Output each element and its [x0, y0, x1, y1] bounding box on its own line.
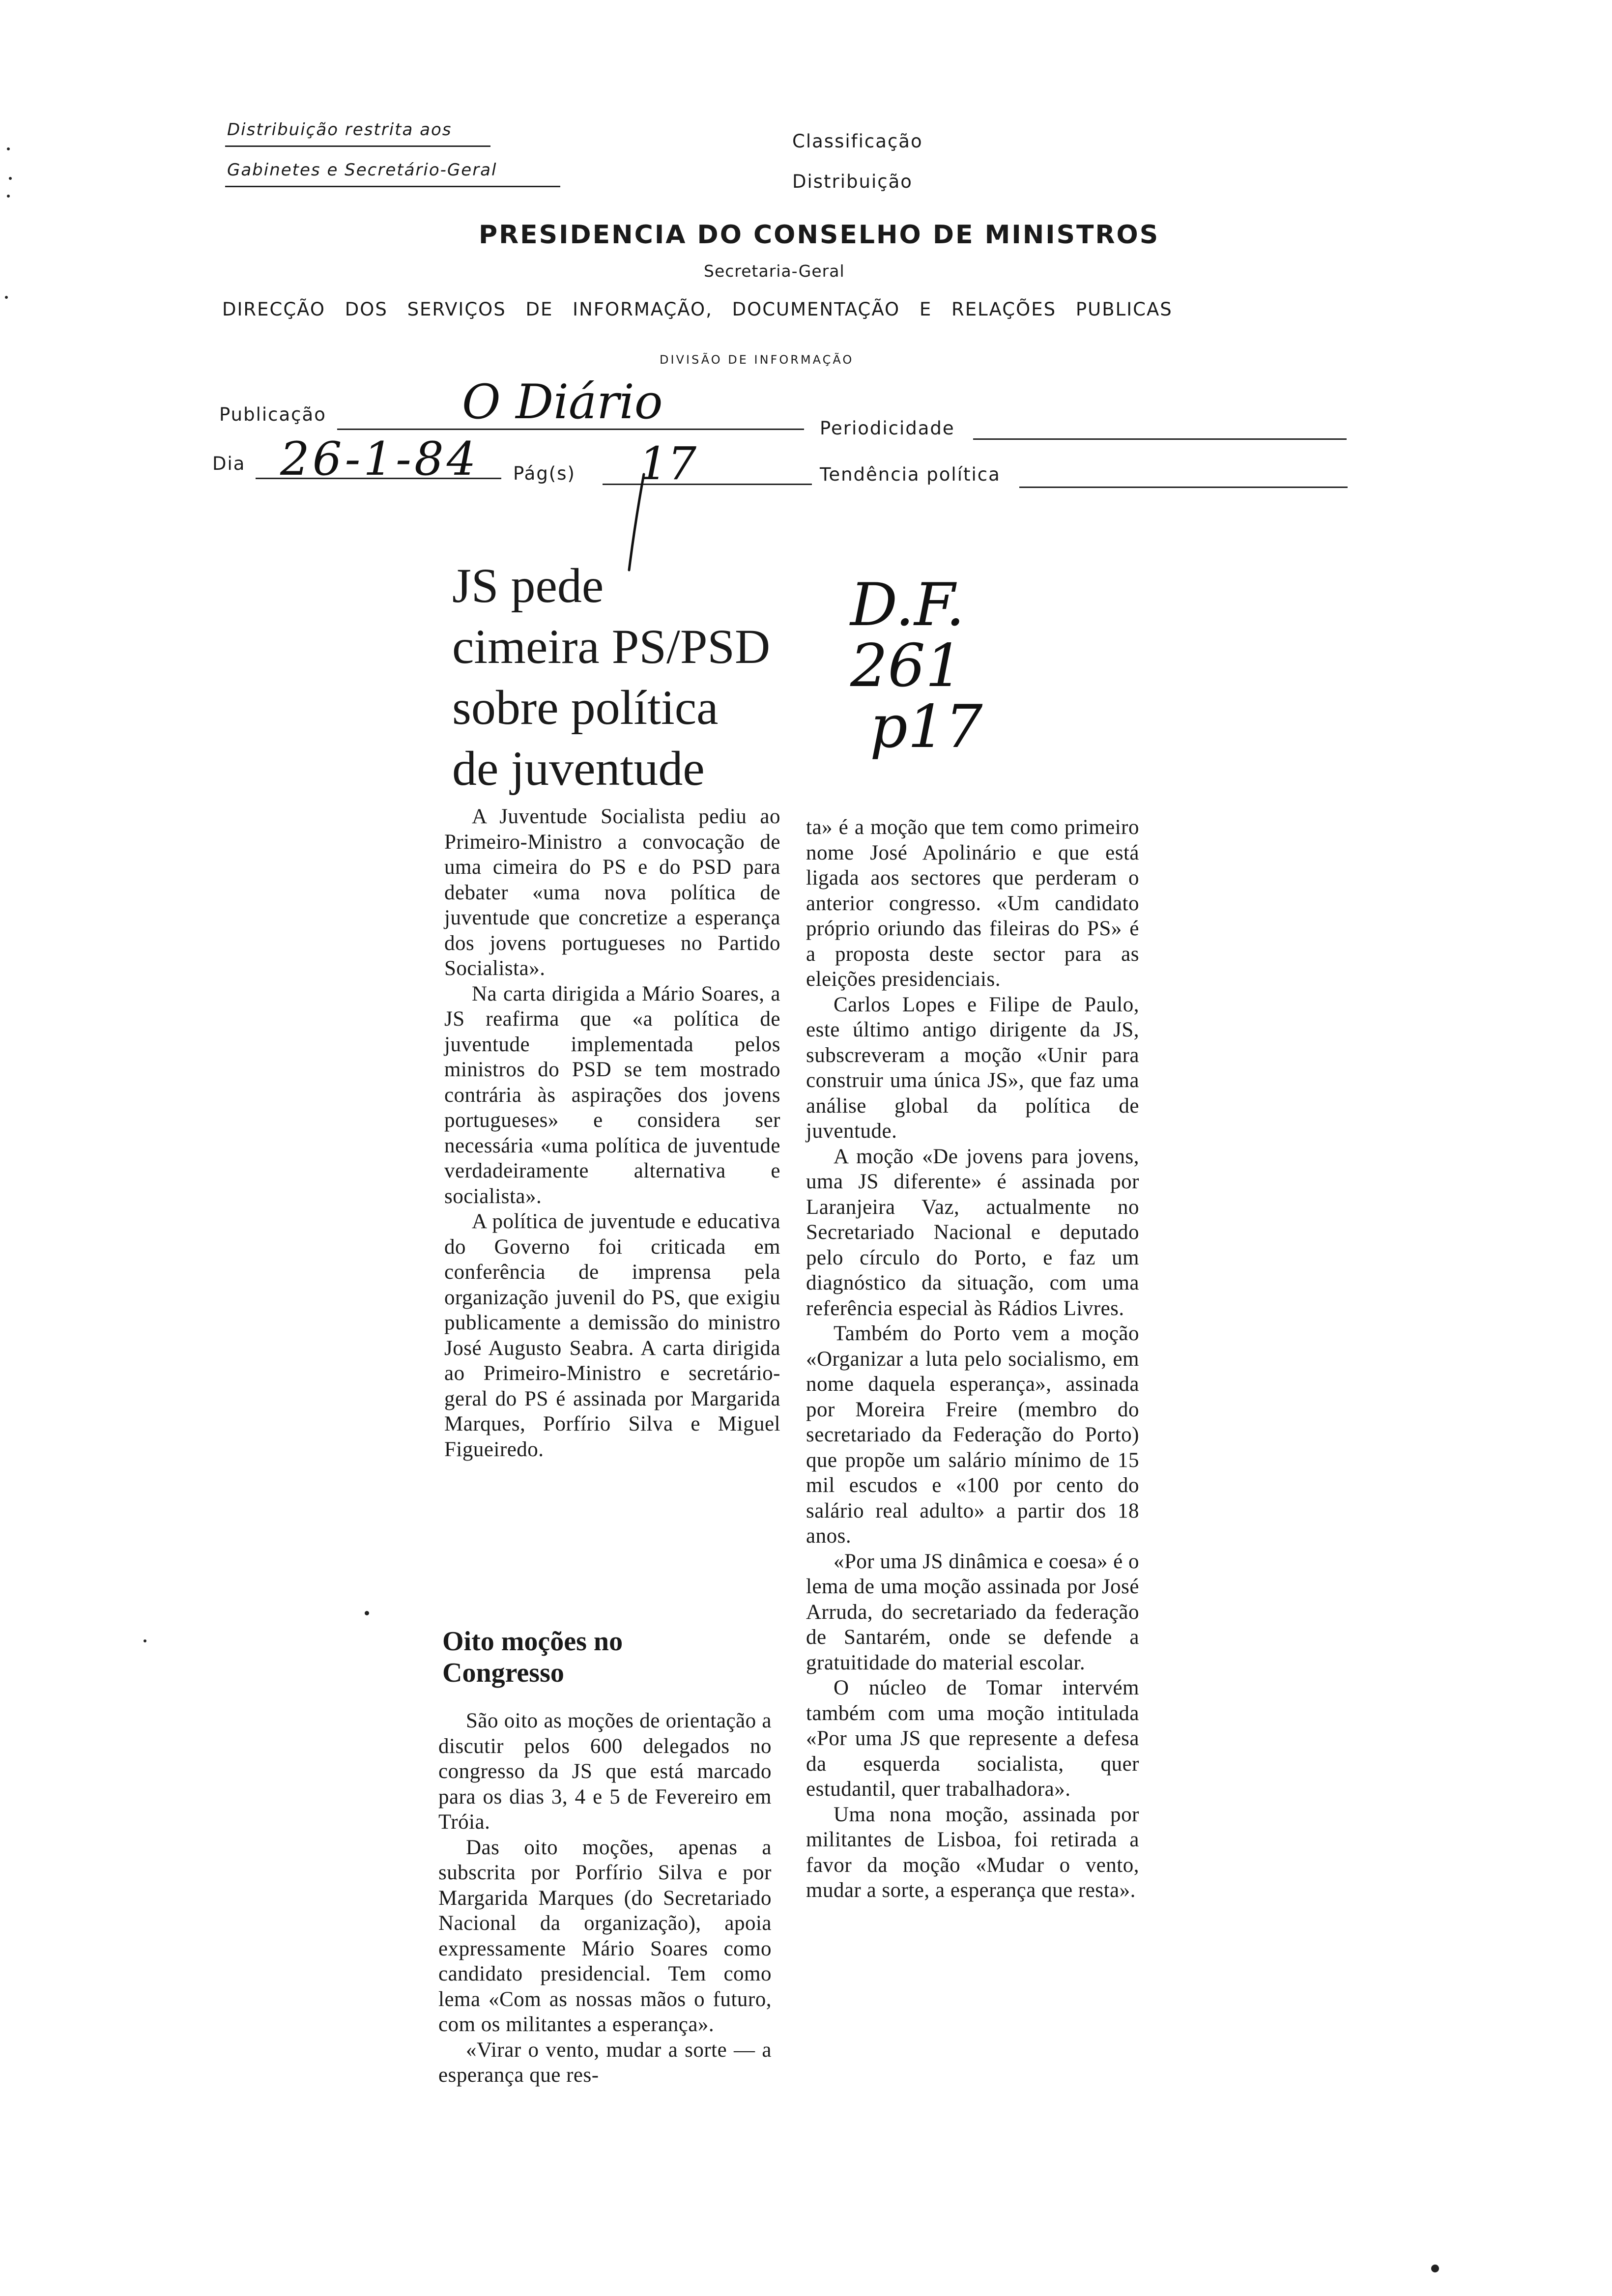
annotation-line-2: 261: [850, 632, 963, 700]
scan-speck: [144, 1639, 146, 1642]
publicacao-handwritten-value: O Diário: [462, 374, 663, 430]
col1-paragraph-3: A política de juventude e educativa do Governo foi criticada em conferência de imprensa pela organização juvenil do PS, que exigiu publicamente a demissão do ministro José Augusto Seabra. A carta dirigida ao Primeiro-Ministro e secretário-geral do PS é assinada por Margarida Marques, Porfírio Silva e Miguel Figueiredo.: [444, 1210, 780, 1461]
col2-paragraph-6: O núcleo de Tomar intervém também com uma moção intitulada «Por uma JS que represente a defesa da esquerda socialista, quer estudantil, quer trabalhadora».: [806, 1676, 1139, 1801]
scan-speck: [5, 296, 8, 299]
tendencia-label: Tendência política: [820, 464, 1001, 485]
dia-label: Dia: [212, 453, 246, 474]
headline-line-4: de juventude: [452, 741, 705, 796]
restricted-distribution-line-1: Distribuição restrita aos: [227, 120, 452, 140]
annotation-line-1: D.F.: [850, 571, 965, 639]
headline-line-3: sobre política: [452, 680, 719, 735]
scan-speck: [1431, 2265, 1439, 2272]
col1b-paragraph-3: «Virar o vento, mudar a sorte — a esperança que res-: [438, 2038, 772, 2087]
annotation-line-3: p17: [870, 693, 983, 761]
org-title: PRESIDENCIA DO CONSELHO DE MINISTROS: [479, 220, 1160, 250]
headline-line-1: JS pede: [452, 558, 604, 613]
pag-label: Pág(s): [513, 463, 576, 484]
scan-speck: [7, 195, 10, 198]
col1-paragraph-2: Na carta dirigida a Mário Soares, a JS reafirma que «a política de juventude implementada pelos ministros do PSD se tem mostrado contrária às aspirações dos jovens portugueses» e considera ser necessária «uma política de juventude verdadeiramente alternativa e socialista».: [444, 982, 780, 1208]
col2-paragraph-5: «Por uma JS dinâmica e coesa» é o lema de uma moção assinada por José Arruda, do secretariado da federação de Santarém, onde se defende a gratuitidade do material escolar.: [806, 1550, 1139, 1674]
article-headline: [452, 555, 770, 799]
restricted-distribution-line-2: Gabinetes e Secretário-Geral: [227, 160, 497, 180]
col1-paragraph-1: A Juventude Socialista pediu ao Primeiro-Ministro a convocação de uma cimeira do PS e do PSD para debater «uma nova política de juventude que concretize a esperança dos jovens portugueses no Partido Socialista».: [444, 805, 780, 980]
article-subheading: Oito moções no Congresso: [442, 1626, 623, 1688]
scan-speck: [9, 177, 12, 180]
direccao-line: DIRECÇÃO DOS SERVIÇOS DE INFORMAÇÃO, DOCUMENTAÇÃO E RELAÇÕES PUBLICAS: [222, 299, 1173, 320]
handwritten-annotation: [850, 571, 983, 761]
col2-paragraph-3: A moção «De jovens para jovens, uma JS diferente» é assinada por Laranjeira Vaz, actualmente no Secretariado Nacional e deputado pelo círculo do Porto, e faz um diagnóstico da situação, com uma referência especial às Rádios Livres.: [806, 1145, 1139, 1320]
secretaria-subtitle: Secretaria-Geral: [704, 261, 845, 281]
article-column-2: [806, 815, 1139, 1903]
col1b-paragraph-1: São oito as moções de orientação a discutir pelos 600 delegados no congresso da JS que está marcado para os dias 3, 4 e 5 de Fevereiro em Tróia.: [438, 1709, 772, 1834]
pag-handwritten-value: 17: [639, 437, 697, 490]
article-column-1b: [438, 1708, 772, 2088]
headline-line-2: cimeira PS/PSD: [452, 619, 771, 674]
col2-paragraph-1: ta» é a moção que tem como primeiro nome José Apolinário e que está ligada aos sectores que perderam o anterior congresso. «Um candidato próprio oriundo das fileiras do PS» é a proposta deste sector para as eleições presidenciais.: [806, 816, 1139, 991]
distribuicao-label: Distribuição: [792, 171, 913, 192]
tendencia-field-line: [1019, 487, 1348, 488]
periodicidade-label: Periodicidade: [820, 418, 955, 439]
publicacao-label: Publicação: [219, 404, 326, 425]
periodicidade-field-line: [973, 438, 1347, 440]
restricted-underline-1: [225, 145, 490, 147]
scan-speck: [365, 1611, 369, 1615]
article-column-1: [444, 804, 780, 1462]
restricted-underline-2: [225, 186, 560, 187]
col1b-paragraph-2: Das oito moções, apenas a subscrita por Porfírio Silva e por Margarida Marques (do Secretariado Nacional da organização), apoia expressamente Mário Soares como candidato presidencial. Tem como lema «Com as nossas mãos o futuro, com os militantes a esperança».: [438, 1836, 772, 2036]
classificacao-label: Classificação: [792, 131, 923, 152]
col2-paragraph-4: Também do Porto vem a moção «Organizar a luta pelo socialismo, em nome daquela esperança», assinada por Moreira Freire (membro do secretariado da Federação do Porto) que propõe um salário mínimo de 15 mil escudos e «100 por cento do salário real adulto» a partir dos 18 anos.: [806, 1322, 1139, 1548]
scan-speck: [7, 147, 10, 150]
col2-paragraph-7: Uma nona moção, assinada por militantes de Lisboa, foi retirada a favor da moção «Mudar o vento, mudar a sorte, a esperança que resta».: [806, 1803, 1139, 1902]
col2-paragraph-2: Carlos Lopes e Filipe de Paulo, este último antigo dirigente da JS, subscreveram a moção «Unir para construir uma única JS», que faz uma análise global da política de juventude.: [806, 993, 1139, 1143]
dia-handwritten-value: 26-1-84: [280, 432, 479, 486]
divisao-line: DIVISÃO DE INFORMAÇÃO: [660, 353, 854, 367]
